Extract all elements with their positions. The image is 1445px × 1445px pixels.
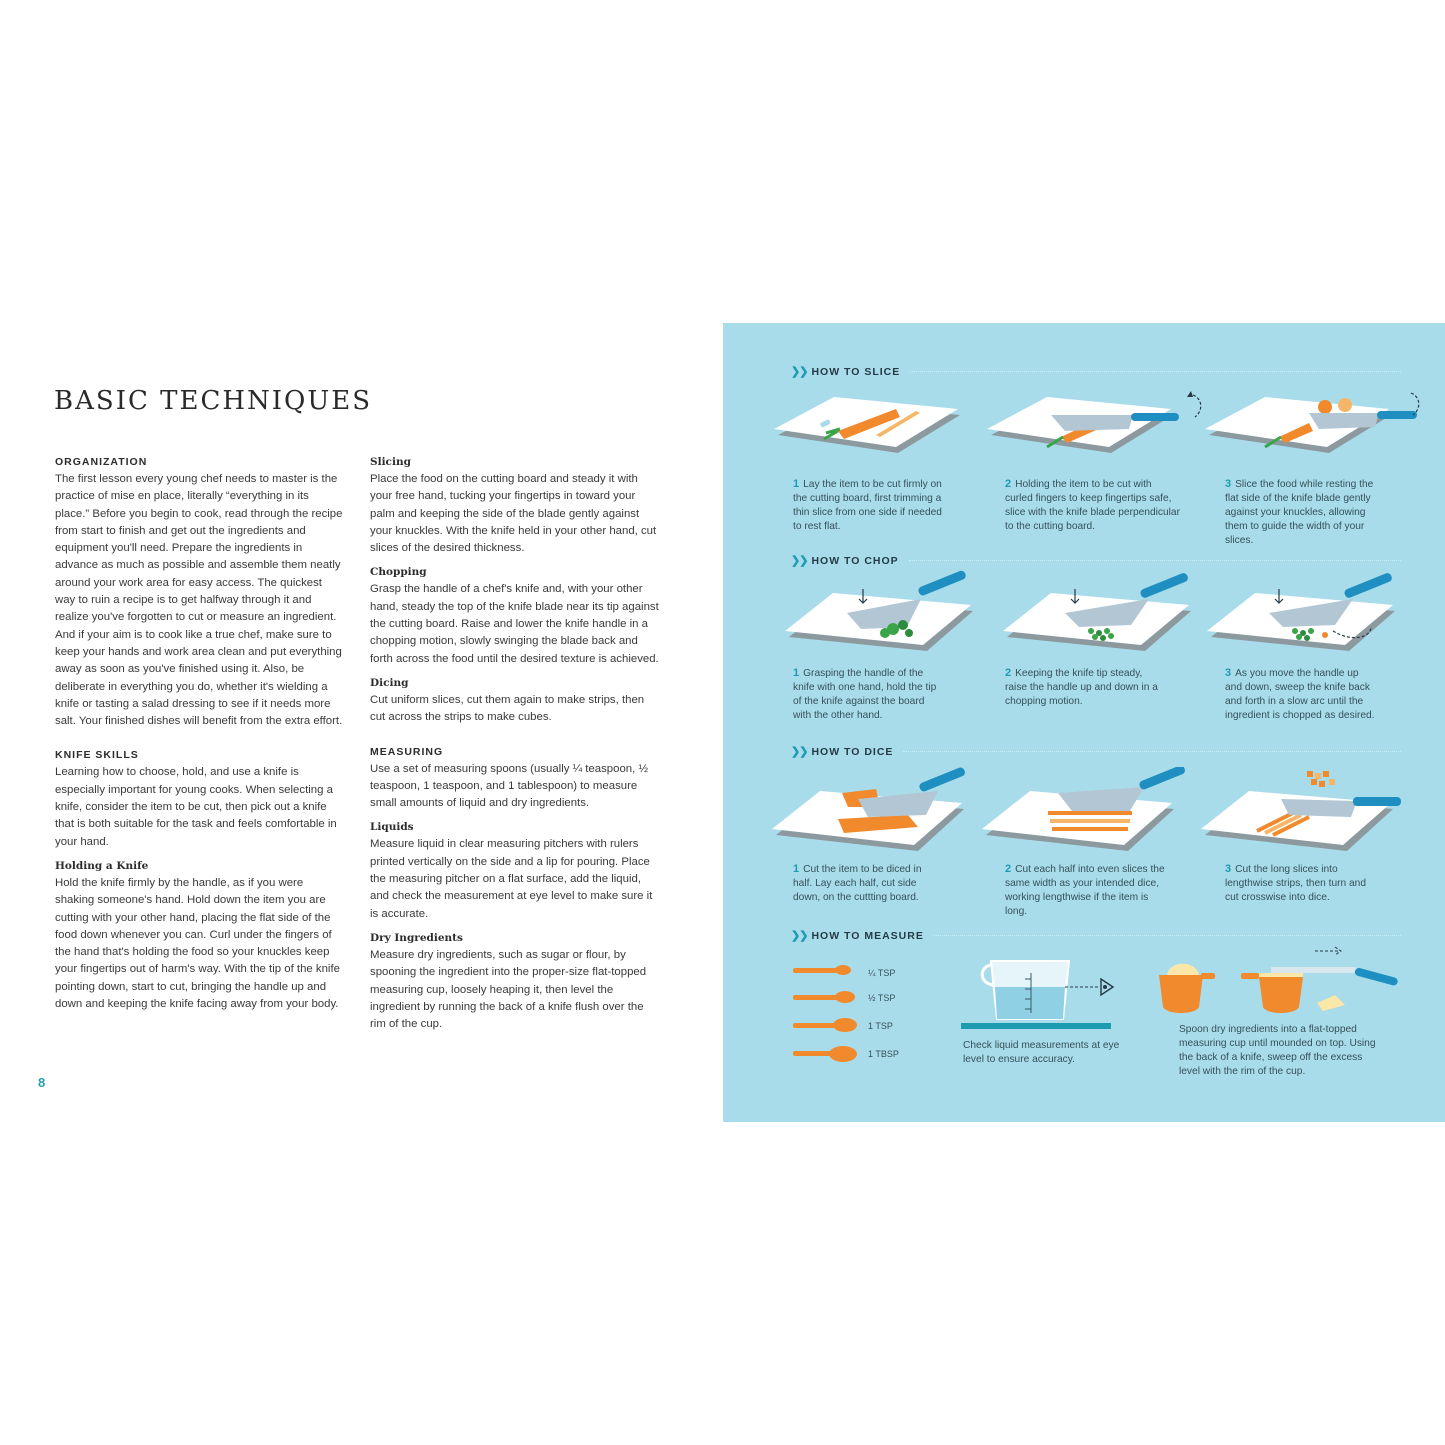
slice-step-1-illustration: [768, 385, 968, 463]
dice-step-1-illustration: [768, 767, 978, 859]
dice-step-3-illustration: [1197, 767, 1423, 859]
slicing-heading: Slicing: [370, 456, 411, 468]
knife-skills-body: Learning how to choose, hold, and use a knife is especially important for young cooks. When selecting a knife, consider the item to be cut, then pick out a knife that is both suitable for the task and feels comfortable in your hand.: [55, 766, 337, 848]
spoon-label: ¼ TSP: [868, 968, 896, 978]
measuring-heading: MEASURING: [370, 745, 444, 758]
dicing-heading: Dicing: [370, 676, 409, 689]
chevron-right-icon: ❯❯: [791, 366, 808, 378]
slice-step-2-illustration: [981, 385, 1211, 463]
chop-step-1-illustration: [781, 569, 991, 661]
chevron-right-icon: ❯❯: [791, 555, 808, 567]
dry-measuring-cup-illustration: [1155, 945, 1400, 1023]
left-text-column: [55, 454, 345, 1013]
slice-step-1: 1 Lay the item to be cut firmly on the cutting board, first trimming a thin slice from one side if needed to rest flat.: [793, 478, 942, 532]
measuring-spoons-illustration: [791, 959, 861, 1071]
how-to-measure-heading: ❯❯ HOW TO MEASURE: [791, 929, 1401, 942]
dry-ingredients-heading: Dry Ingredients: [370, 931, 463, 944]
dice-step-2: 2 Cut each half into even slices the same width as your intended dice, working lengthwise if the item is long.: [1005, 863, 1165, 917]
liquids-body: Measure liquid in clear measuring pitchers with rulers printed vertically on the side and a lip for pouring. Place the measuring pitcher on a flat surface, add the liquid, and check the measurement at eye level to make sure it is accurate.: [370, 838, 653, 920]
liquid-measure-caption: Check liquid measurements at eye level to ensure accuracy.: [963, 1040, 1120, 1065]
dice-step-1: 1 Cut the item to be diced in half. Lay each half, cut side down, on the cuttting board.: [793, 863, 922, 903]
chop-step-3-illustration: [1203, 569, 1419, 661]
spoon-label: ½ TSP: [868, 993, 896, 1003]
measuring-body: Use a set of measuring spoons (usually ¼ teaspoon, ½ teaspoon, 1 teaspoon, and 1 tablespoon) to measure small amounts of liquid and dry ingredients.: [370, 762, 648, 810]
spoon-label: 1 TBSP: [868, 1049, 899, 1059]
slice-step-3-illustration: [1199, 385, 1425, 463]
chopping-heading: Chopping: [370, 566, 427, 579]
slice-step-3: 3 Slice the food while resting the flat side of the knife blade gently against your knuckles, allowing them to guide the width of your slices.: [1225, 478, 1374, 546]
dice-step-3: 3 Cut the long slices into lengthwise strips, then turn and cut crosswise into dice.: [1225, 863, 1367, 903]
chopping-body: Grasp the handle of a chef's knife and, with your other hand, steady the top of the knife blade near its tip against the cutting board. Raise and lower the knife handle in a chopping motion, slowly swinging the blade back and forth across the food until the desired texture is achieved.: [370, 583, 659, 665]
technique-illustration-panel: [723, 323, 1445, 1122]
chop-step-3: 3 As you move the handle up and down, sweep the knife back and forth in a slow arc until the ingredient is chopped as desired.: [1225, 667, 1375, 721]
how-to-dice-heading: ❯❯ HOW TO DICE: [791, 745, 1401, 758]
dry-ingredients-body: Measure dry ingredients, such as sugar or flour, by spooning the ingredient into the proper-size flat-topped measuring cup, loosely heaping it, then level the ingredient by running the back of a knife flush over the rim of the cup.: [370, 948, 647, 1031]
liquids-heading: Liquids: [370, 821, 414, 834]
chevron-right-icon: ❯❯: [791, 930, 808, 942]
slice-step-2: 2 Holding the item to be cut with curled fingers to keep fingertips safe, slice with the knife blade perpendicular to the cutting board.: [1005, 478, 1180, 532]
holding-knife-body: Hold the knife firmly by the handle, as if you were shaking someone's hand. Hold down the item you are cutting with your other hand, placing the flat side of the food down whenever you can. Curl under the fingers of the hand that's holding the food so your knuckles keep your fingertips out of harm's way. With the tip of the knife pointing down, start to cut, bringing the handle up and down and keeping the knife facing away from your body.: [55, 876, 340, 1011]
organization-heading: ORGANIZATION: [55, 456, 148, 468]
chevron-right-icon: ❯❯: [791, 746, 808, 758]
organization-body: The first lesson every young chef needs to master is the practice of mise en place, literally “everything in its place.” Before you begin to cook, read through the recipe from start to finish and get out the ingredients and equipment you'll need. Prepare the ingredients in advance as much as possible and assemble them neatly around your work area for easy access. The quickest way to ruin a recipe is to get halfway through it and realize you've forgotten to cut or measure an ingredient. And if your aim is to cook like a true chef, make sure to keep your hands and work area clean and put everything away as soon as you've finished using it. Also, be deliberate in everything you do, whether it's wielding a knife or tasting a salad dressing to see if it needs more salt. Your finished dishes will benefit from the extra effort.: [55, 473, 343, 728]
slicing-body: Place the food on the cutting board and steady it with your free hand, tucking your fingertips in toward your palm and keeping the side of the blade gently against your knuckles. With the knife held in your other hand, cut slices of the desired thickness.: [370, 473, 657, 555]
spoon-label: 1 TSP: [868, 1021, 893, 1031]
how-to-chop-heading: ❯❯ HOW TO CHOP: [791, 554, 1401, 567]
chop-step-1: 1 Grasping the handle of the knife with one hand, hold the tip of the knife against the board with the other hand.: [793, 667, 937, 721]
dicing-body: Cut uniform slices, cut them again to make strips, then cut across the strips to make cubes.: [370, 693, 645, 724]
right-text-column: [370, 454, 662, 1033]
chop-step-2-illustration: [999, 569, 1209, 661]
chop-step-2: 2 Keeping the knife tip steady, raise the handle up and down in a chopping motion.: [1005, 667, 1158, 707]
page-number: 8: [38, 1075, 46, 1090]
measuring-pitcher-illustration: [961, 957, 1131, 1031]
page-title: BASIC TECHNIQUES: [54, 386, 373, 416]
dice-step-2-illustration: [978, 767, 1198, 859]
holding-knife-heading: Holding a Knife: [55, 859, 149, 872]
dry-measure-caption: Spoon dry ingredients into a flat-topped measuring cup until mounded on top. Using the back of a knife, sweep off the excess level with the rim of the cup.: [1179, 1024, 1376, 1077]
how-to-slice-heading: ❯❯ HOW TO SLICE: [791, 365, 1401, 378]
knife-skills-heading: KNIFE SKILLS: [55, 749, 139, 762]
